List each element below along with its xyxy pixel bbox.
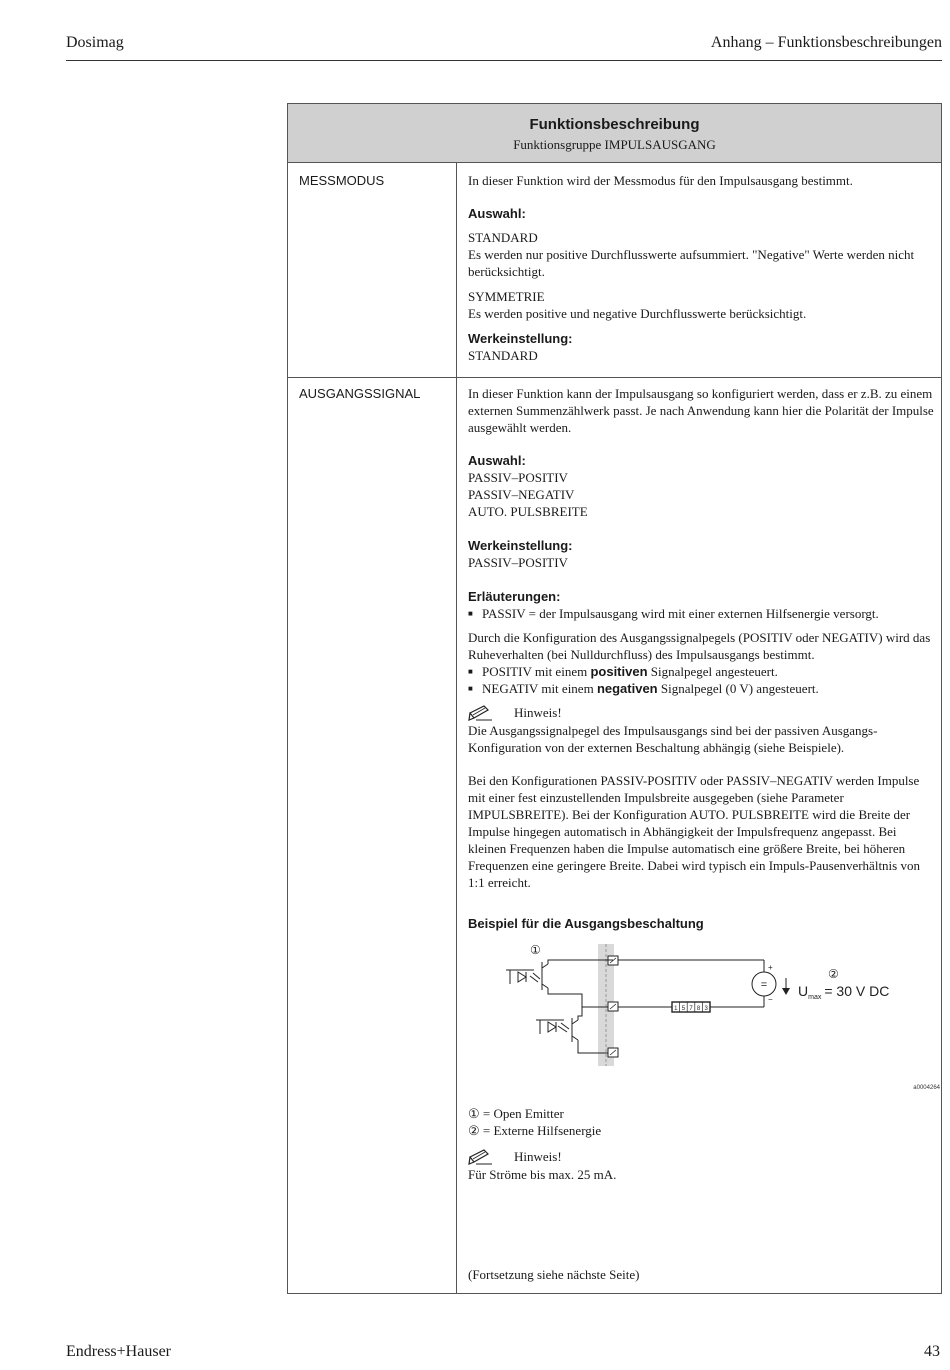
messmodus-option-standard: STANDARD [468,230,538,245]
row-divider [288,377,941,378]
pencil-note-icon [468,1148,494,1165]
messmodus-werk-value: STANDARD [468,348,538,363]
umax-label [798,983,889,1001]
bullet-positiv-bold: positiven [590,664,648,679]
bullet-negativ-pre: NEGATIV mit einem [482,681,597,696]
bullet-negativ-bold: negativen [596,681,658,696]
continuation-note: (Fortsetzung siehe nächste Seite) [468,1267,640,1282]
callout-1: ① [530,943,541,957]
ausgangssignal-option-2: PASSIV–NEGATIV [468,487,575,502]
table-title: Funktionsbeschreibung [529,116,700,133]
function-table [287,103,942,1294]
arrow-down-icon [782,978,790,995]
table-subtitle: Funktionsgruppe IMPULSAUSGANG [513,137,716,152]
diagram-code: a0004264 [913,1085,940,1091]
ausgangssignal-intro: In dieser Funktion kann der Impulsausgang so konfiguriert werden, dass er z.B. zu einem externen Summenzählwerk passt. Je nach Anwendung kann hier die Polarität der Impulse ausgewählt werden. [468,386,934,435]
beispiel-label: Beispiel für die Ausgangsbeschaltung [468,916,704,931]
bullet-positiv-post: Signalpegel angesteuert. [647,664,778,679]
plus-sign: + [768,963,773,972]
diagram-legend [468,1105,934,1183]
pulsbreite-text: Bei den Konfigurationen PASSIV-POSITIV oder PASSIV–NEGATIV werden Impulse mit einer fest einzustellenden Impulsbreite ausgegeben (siehe Parameter IMPULSBREITE). Bei der Konfiguration AUTO. PULSBREITE wird die Breite der Impulse hingegen automatisch in Abhängigkeit der Impulsfrequenz angepasst. Bei kleinen Frequenzen haben die Impulse automatisch eine größere Breite, bei höheren Frequenzen eine geringere Breite. Dabei wird typisch ein Impuls-Pausenverhältnis von 1:1 erreicht. [468,773,920,890]
header-doc-title: Dosimag [66,34,124,51]
counter-digit: 7 [689,1006,693,1012]
circuit-wires [542,960,764,1053]
hinweis-1-head [468,703,934,722]
hinweis-2-head [468,1147,934,1166]
counter-digit: 1 [674,1006,678,1012]
ausgangssignal-auswahl-label: Auswahl: [468,453,526,468]
erlaeuterungen-bullet-passiv: ■ PASSIV = der Impulsausgang wird mit einer externen Hilfsenergie versorgt. [468,605,934,622]
cell-ausgangssignal [468,385,934,932]
legend-externe-hilfsenergie: ② = Externe Hilfsenergie [468,1123,602,1138]
hinweis-1-label: Hinweis! [514,705,562,720]
messmodus-option-standard-desc: Es werden nur positive Durchflusswerte aufsummiert. "Negative" Werte werden nicht berücksichtigt. [468,247,915,279]
hinweis-1-text: Die Ausgangssignalpegel des Impulsausgangs sind bei der passiven Ausgangs-Konfiguration von der externen Beschaltung abhängig (siehe Beispiele). [468,723,878,755]
messmodus-auswahl-label: Auswahl: [468,206,526,221]
umax-value: = 30 V DC [824,983,890,999]
ausgangssignal-werk-label: Werkeinstellung: [468,538,573,553]
counter-digit: 8 [696,1006,701,1012]
erlaeuterungen-label: Erläuterungen: [468,589,561,604]
messmodus-option-symmetrie: SYMMETRIE [468,289,545,304]
ausgangssignal-option-3: AUTO. PULSBREITE [468,504,588,519]
table-header [288,104,941,163]
callout-2: ② [828,967,839,981]
counter-display [672,1002,710,1012]
column-divider [456,162,457,1293]
footer-page-number: 43 [924,1343,940,1360]
konfiguration-text: Durch die Konfiguration des Ausgangssignalpegels (POSITIV oder NEGATIV) wird das Ruheverhalten (bei Nulldurchfluss) des Impulsausgangs bestimmt. [468,630,931,662]
ausgangssignal-option-1: PASSIV–POSITIV [468,470,568,485]
minus-sign: − [768,995,773,1004]
row-label-ausgangssignal: AUSGANGSSIGNAL [299,386,421,401]
circuit-diagram [500,938,940,1078]
umax-u: U [798,983,809,999]
legend-open-emitter: ① = Open Emitter [468,1106,564,1121]
counter-digit: 3 [704,1006,708,1012]
header-section-title: Anhang – Funktionsbeschreibungen [710,34,942,51]
optocoupler-2 [536,1020,569,1034]
row-label-messmodus: MESSMODUS [299,173,385,188]
bullet-negativ-post: Signalpegel (0 V) angesteuert. [657,681,819,696]
footer-company: Endress+Hauser [66,1343,171,1360]
cell-messmodus [468,172,934,364]
optocoupler-1 [506,970,540,984]
hinweis-2-label: Hinweis! [514,1149,562,1164]
header-rule [66,60,942,61]
counter-digit: 5 [681,1006,686,1012]
ausgangssignal-werk-value: PASSIV–POSITIV [468,555,568,570]
bullet-positiv-pre: POSITIV mit einem [482,664,591,679]
pencil-note-icon [468,704,494,721]
umax-sub: max [808,994,822,1001]
hinweis-2-text: Für Ströme bis max. 25 mA. [468,1167,617,1182]
bullet-negativ [468,680,934,697]
messmodus-werk-label: Werkeinstellung: [468,331,573,346]
bullet-positiv [468,663,934,680]
messmodus-option-symmetrie-desc: Es werden positive und negative Durchflusswerte berücksichtigt. [468,306,807,321]
source-symbol: = [760,979,768,991]
messmodus-intro: In dieser Funktion wird der Messmodus für den Impulsausgang bestimmt. [468,173,853,188]
